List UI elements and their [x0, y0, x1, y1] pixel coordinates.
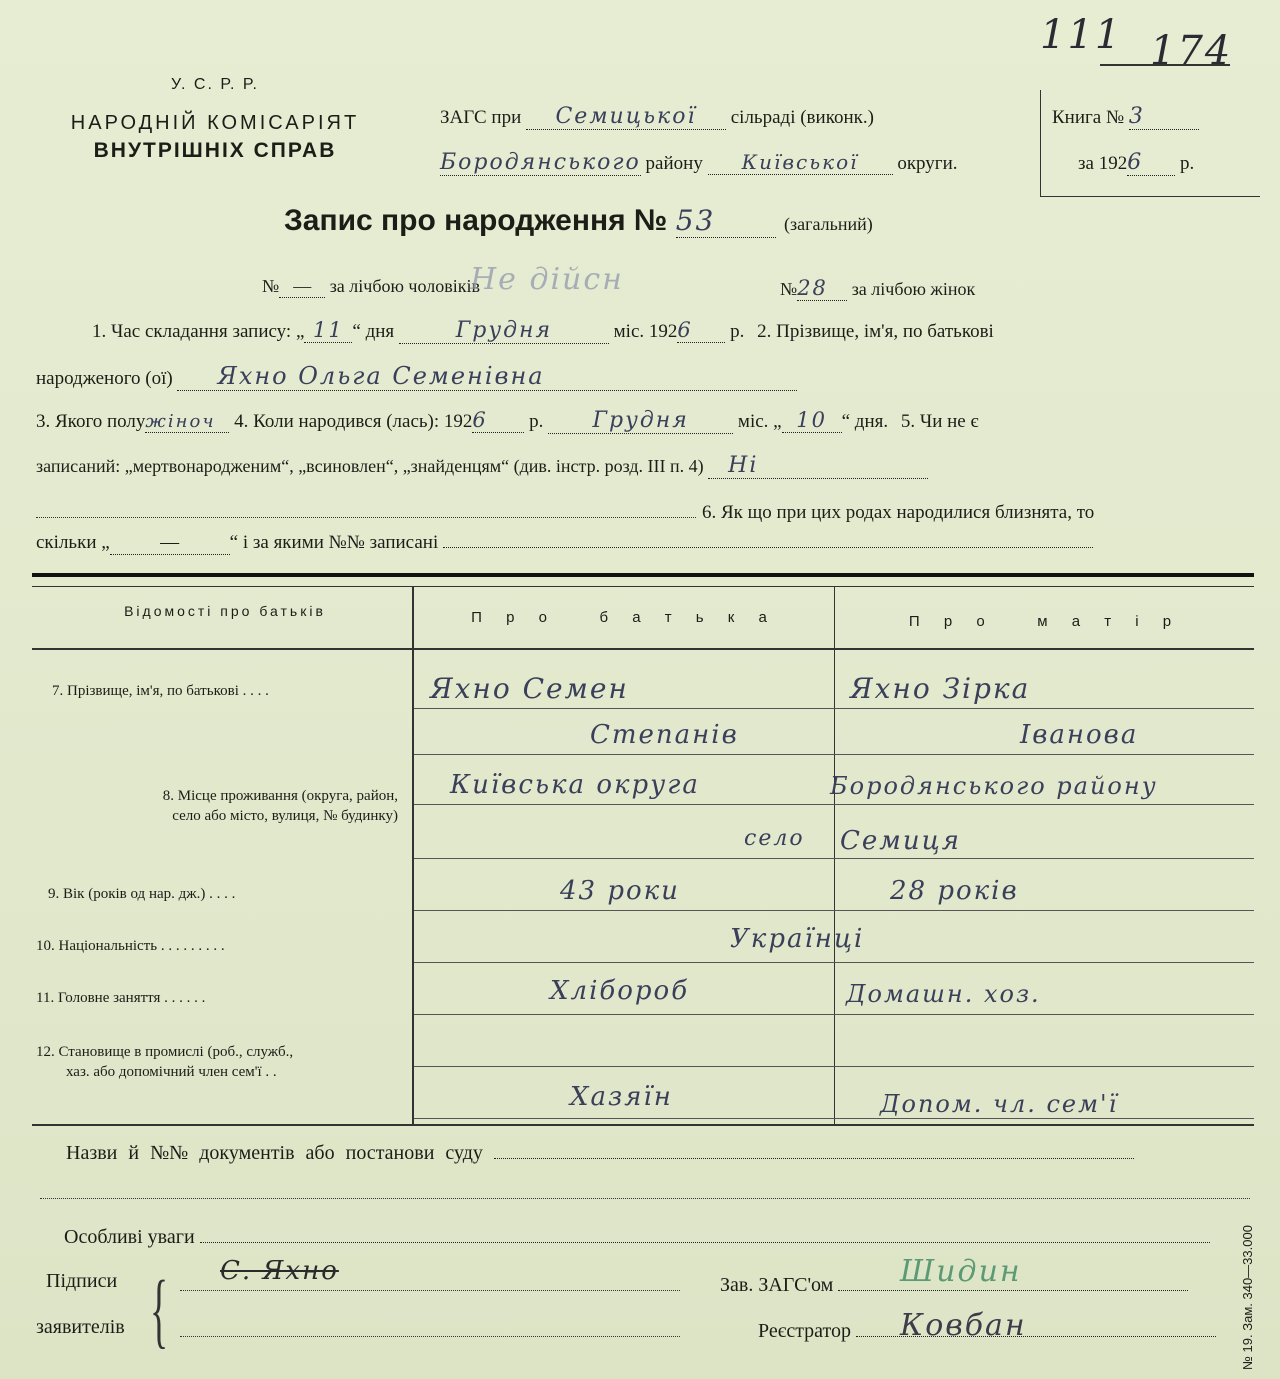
table-divider-left	[412, 586, 414, 1124]
father-occupation: Хлібороб	[550, 976, 690, 1006]
mother-name: Яхно Зірка	[850, 672, 1031, 705]
father-residence: Київська округа	[450, 770, 700, 800]
f4-month-suffix: міс. „	[737, 411, 782, 432]
men-count-prefix: №	[262, 276, 280, 296]
father-patronymic: Степанів	[590, 720, 739, 750]
f6-count-suffix: “ і за якими №№ записані	[229, 532, 439, 553]
men-count-label: за лічбою чоловіків	[329, 276, 480, 296]
zags-line	[440, 104, 874, 130]
commissariat-line1: НАРОДНІЙ КОМІСАРІЯТ	[70, 112, 360, 134]
f6-numbers-value	[443, 547, 1093, 548]
f1-day-value: 11	[304, 318, 352, 343]
book-label: Книга №	[1052, 107, 1125, 128]
republic-label: У. С. Р. Р.	[170, 76, 259, 93]
district-line	[440, 150, 958, 176]
f1-day-suffix: “ дня	[352, 321, 395, 342]
record-title-suffix: (загальний)	[784, 214, 873, 234]
cancel-stamp: Не дійсн	[470, 262, 624, 297]
mother-industry-status: Допом. чл. сем'ї	[880, 1090, 1119, 1118]
row-line	[414, 858, 1254, 859]
book-number-line	[1052, 104, 1199, 130]
row-12-label-cont: хаз. або допомічний член сем'ї . .	[66, 1064, 277, 1080]
col-header-mother: П р о м а т і р	[908, 613, 1182, 630]
col-header-father: П р о б а т ь к а	[471, 609, 777, 626]
applicant-signature: С. Яхно	[220, 1256, 339, 1286]
registrar-signature: Ковбан	[900, 1308, 1027, 1343]
archive-sheet-number: 111	[1040, 12, 1123, 58]
applicants-label: заявителів	[36, 1316, 125, 1338]
table-top-rule	[32, 586, 1254, 587]
f5-continuation-line	[36, 517, 696, 518]
village-council-value: Семицької	[526, 104, 726, 130]
women-count-prefix: №	[780, 279, 798, 299]
notes-line	[64, 1226, 1210, 1249]
mother-residence: Бородянського району	[830, 772, 1158, 800]
book-year-suffix: р.	[1179, 153, 1195, 174]
field-2-line	[36, 362, 797, 391]
father-name: Яхно Семен	[430, 672, 629, 705]
documents-label: Назви й №№ документів або постанови суду	[66, 1142, 483, 1164]
book-year-line	[1078, 150, 1194, 176]
field-5-line	[36, 453, 928, 479]
women-count-line	[780, 276, 975, 301]
women-count-label: за лічбою жінок	[851, 279, 976, 299]
f5-label: 5. Чи не є	[900, 411, 979, 432]
nationality-shared: Українці	[730, 924, 865, 954]
row-11-label: 11. Головне заняття . . . . . .	[36, 990, 206, 1006]
row-line	[414, 1014, 1254, 1015]
head-signature-line	[838, 1290, 1188, 1291]
f3-label: 3. Якого полу	[36, 411, 146, 432]
mother-patronymic: Іванова	[1020, 720, 1139, 750]
men-count-value: —	[279, 276, 325, 298]
book-box-left	[1040, 90, 1041, 196]
documents-continuation-line	[40, 1198, 1250, 1199]
row-line	[414, 962, 1254, 963]
f4-month-value: Грудня	[548, 408, 733, 434]
f2-label: 2. Прізвище, ім'я, по батькові	[757, 321, 994, 342]
book-year-label: за 192	[1078, 153, 1128, 174]
applicant-signature-line-2	[180, 1336, 680, 1337]
f1-year-value: 6	[677, 318, 725, 343]
row-8-label: 8. Місце проживання (округа, район,	[162, 788, 398, 804]
f4-year-value: 6	[472, 408, 524, 433]
col-header-info: Відомості про батьків	[124, 603, 326, 619]
field-3-4-line	[36, 408, 979, 434]
field-6-count-line	[36, 532, 1093, 555]
district-suffix: району	[645, 153, 703, 174]
row-line	[414, 1118, 1254, 1119]
applicant-signature-line-1	[180, 1290, 680, 1291]
head-label: Зав. ЗАГС'ом	[720, 1274, 834, 1296]
okrug-suffix: округи.	[897, 153, 958, 174]
row-line	[414, 804, 1254, 805]
row-9-label: 9. Вік (років од нар. дж.) . . . .	[48, 886, 236, 902]
mother-occupation: Домашн. хоз.	[846, 980, 1041, 1008]
field-1-line	[92, 318, 994, 344]
zags-prefix: ЗАГС при	[440, 107, 522, 128]
row-8-label-cont: село або місто, вулиця, № будинку)	[172, 808, 398, 824]
field-6-line	[702, 502, 1094, 524]
header-left	[40, 76, 390, 163]
father-residence-village: село	[744, 826, 805, 851]
book-year-value: 6	[1127, 150, 1175, 176]
father-age: 43 роки	[560, 876, 680, 906]
record-title	[284, 204, 873, 238]
print-mark: № 19. Зам. 340—33.000	[1240, 1225, 1255, 1370]
f3-value: жіноч	[145, 411, 229, 433]
f4-day-suffix: “ дня.	[841, 411, 889, 432]
f1-year-suffix: р.	[730, 321, 745, 342]
f1-month-value: Грудня	[399, 318, 609, 344]
f1-label: 1. Час складання запису: „	[92, 321, 305, 342]
archive-folio-number: 174	[1150, 28, 1233, 74]
documents-value	[494, 1158, 1134, 1159]
okrug-value: Київської	[708, 150, 893, 175]
row-line	[414, 754, 1254, 755]
table-bottom-rule	[32, 1124, 1254, 1126]
row-line	[414, 1066, 1254, 1067]
table-divider-right	[834, 586, 835, 1124]
father-industry-status: Хазяїн	[570, 1082, 673, 1112]
f4-label: 4. Коли народився (лась): 192	[234, 411, 473, 432]
signature-brace: {	[150, 1264, 169, 1357]
zags-suffix: сільраді (виконк.)	[730, 107, 874, 128]
women-count-value: 28	[797, 276, 847, 301]
notes-label: Особливі уваги	[64, 1226, 195, 1248]
row-line	[414, 910, 1254, 911]
record-number: 53	[676, 204, 776, 238]
f4-year-suffix: р.	[529, 411, 544, 432]
book-number-value: 3	[1129, 104, 1199, 130]
f6-count-value: —	[110, 532, 230, 555]
documents-line	[66, 1142, 1134, 1165]
row-7-label: 7. Прізвище, ім'я, по батькові . . . .	[52, 683, 269, 699]
row-line	[414, 708, 1254, 709]
f1-month-suffix: міс. 192	[613, 321, 678, 342]
registrar-label: Реєстратор	[758, 1320, 852, 1342]
table-header-rule	[32, 648, 1254, 650]
f4-day-value: 10	[782, 408, 842, 433]
record-title-text: Запис про народження №	[284, 204, 668, 237]
commissariat-line2: ВНУТРІШНІХ СПРАВ	[93, 139, 337, 162]
signatures-label: Підписи	[46, 1270, 118, 1292]
head-signature: Шидин	[900, 1254, 1022, 1289]
f5-label-cont: записаний: „мертвонародженим“, „всиновлен“, „знайденцям“ (див. інстр. розд. III п. 4)	[36, 456, 704, 476]
row-10-label: 10. Національність . . . . . . . . .	[36, 938, 225, 954]
row-12-label: 12. Становище в промислі (роб., служб.,	[36, 1044, 294, 1060]
table-top-heavy-rule	[32, 573, 1254, 577]
f6-count-label: скільки „	[36, 532, 110, 553]
mother-age: 28 років	[890, 876, 1019, 906]
f2-label-cont: народженого (ої)	[36, 368, 173, 389]
book-box-bottom	[1040, 196, 1260, 197]
men-count-line	[262, 276, 480, 298]
f2-value: Яхно Ольга Семенівна	[177, 362, 797, 391]
district-value: Бородянського	[440, 150, 641, 175]
f6-label: 6. Як що при цих родах народилися близнята, то	[702, 502, 1095, 523]
mother-residence-village: Семиця	[840, 826, 961, 856]
folio-underline	[1100, 64, 1230, 66]
f5-value: Ні	[708, 453, 928, 479]
notes-value	[200, 1242, 1210, 1243]
